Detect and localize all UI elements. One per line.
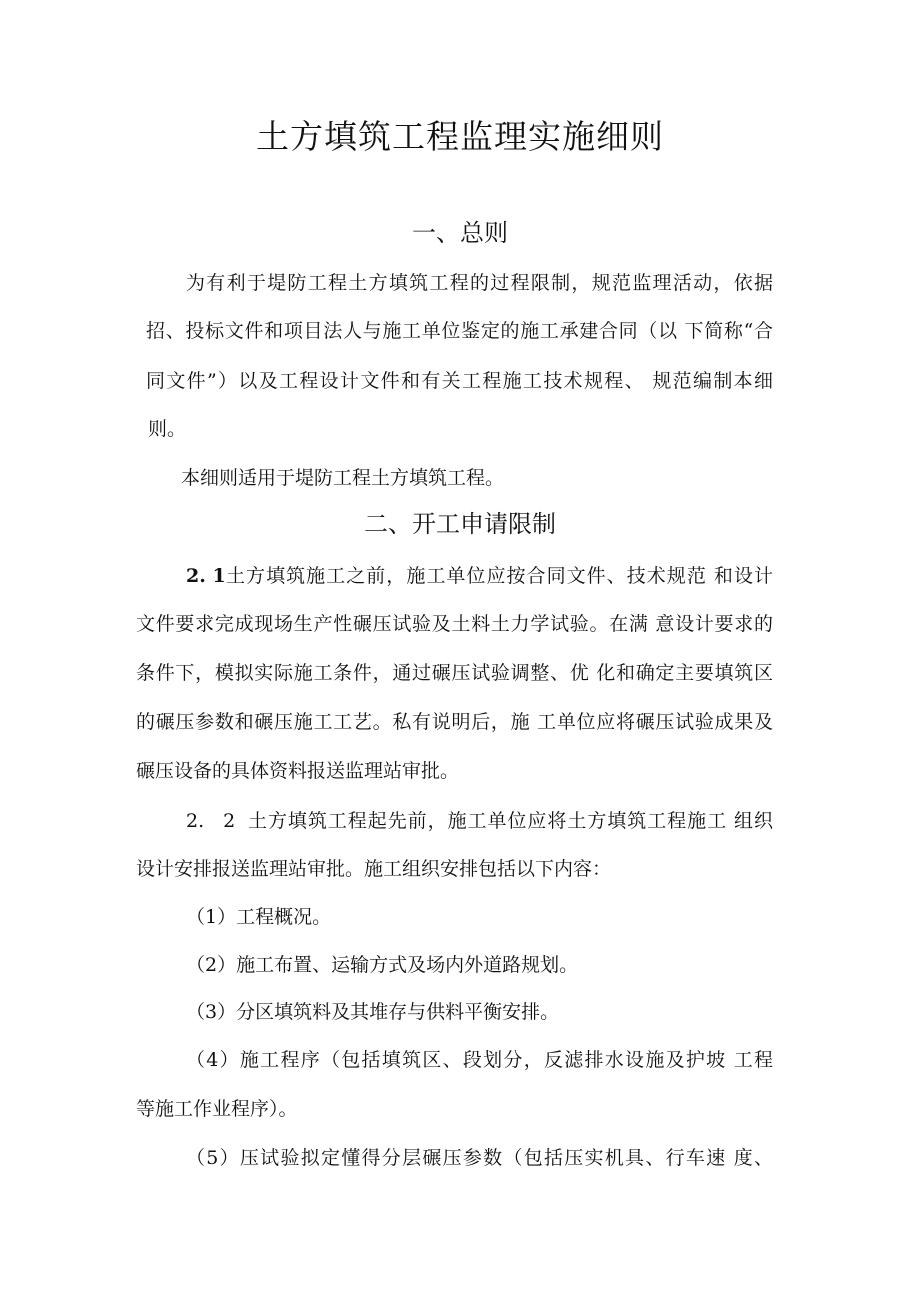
paragraph-line: 条件下，模拟实际施工条件，通过碾压试验调整、优 化和确定主要填筑区 — [136, 662, 773, 684]
paragraph-line: 文件要求完成现场生产性碾压试验及土料土力学试验。在满 意设计要求的 — [136, 613, 773, 635]
paragraph-line: （2）施工布置、运输方式及场内外道路规划。 — [186, 954, 579, 976]
paragraph-line: 碾压设备的具体资料报送监理站审批。 — [136, 760, 460, 782]
paragraph-line: 招、投标文件和项目法人与施工单位鉴定的施工承建合同（以 下简称“合 — [146, 320, 773, 342]
section-heading-general: 一、总则 — [412, 219, 508, 247]
paragraph-line: （3）分区填筑料及其堆存与供料平衡安排。 — [186, 1001, 560, 1023]
section-heading-start-application: 二、开工申请限制 — [364, 510, 556, 538]
paragraph-line: 土方填筑施工之前，施工单位应按合同文件、技术规范 和设计 — [226, 565, 773, 587]
paragraph-line: 等施工作业程序）。 — [136, 1098, 298, 1120]
clause-number: 2. 1 — [186, 565, 226, 587]
paragraph-line: （5）压试验拟定懂得分层碾压参数（包括压实机具、行车速 度、 — [186, 1147, 773, 1169]
paragraph-line: 设计安排报送监理站审批。施工组织安排包括以下内容： — [136, 858, 612, 880]
paragraph-line: 本细则适用于堤防工程土方填筑工程。 — [181, 467, 505, 489]
document-title: 土方填筑工程监理实施细则 — [256, 117, 664, 156]
paragraph-line: （1）工程概况。 — [186, 906, 332, 928]
paragraph-line: （4）施工程序（包括填筑区、段划分，反滤排水设施及护坡 工程 — [186, 1049, 773, 1071]
paragraph-line: 土方填筑工程起先前，施工单位应将土方填筑工程施工 组织 — [248, 810, 773, 832]
paragraph-line: 同文件”）以及工程设计文件和有关工程施工技术规程、 规范编制本细 — [146, 370, 773, 392]
paragraph-line: 则。 — [148, 418, 187, 440]
paragraph-line: 为有利于堤防工程土方填筑工程的过程限制，规范监理活动，依据 — [186, 272, 773, 294]
clause-number: 2. 2 — [186, 810, 236, 832]
paragraph-line: 的碾压参数和碾压施工工艺。私有说明后，施 工单位应将碾压试验成果及 — [136, 711, 773, 733]
